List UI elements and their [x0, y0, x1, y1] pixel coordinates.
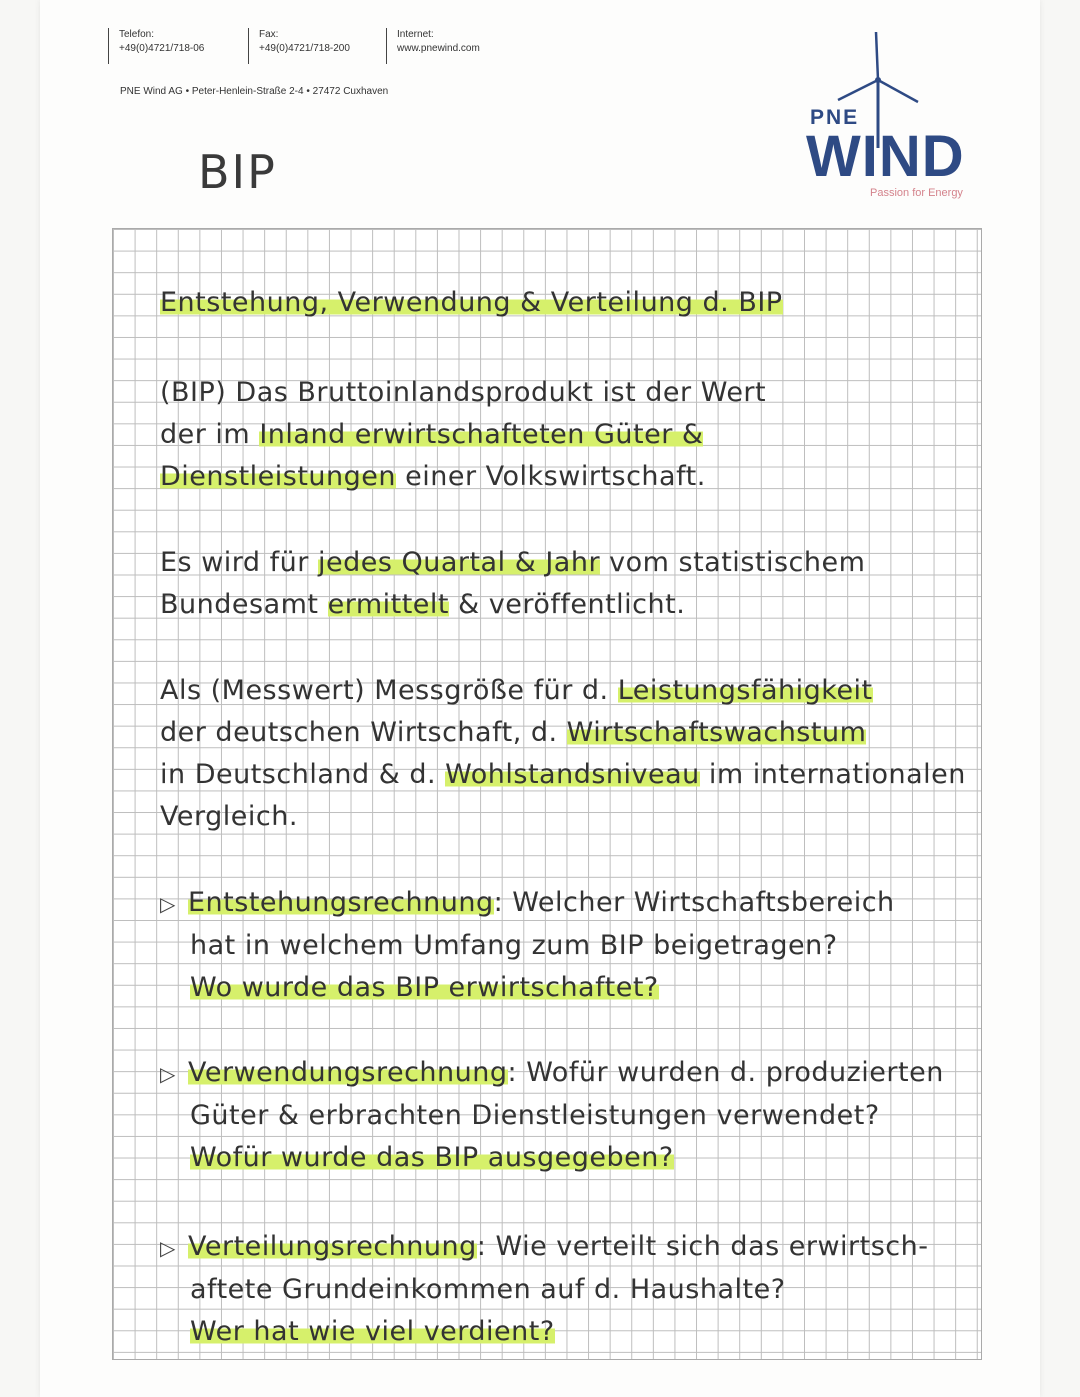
arrow-bullet-icon: ▷: [160, 1061, 176, 1086]
bullet-line-1: ▷ Verwendungsrechnung: Wofür wurden d. produzierten: [160, 1052, 1040, 1095]
heading-text: Entstehung, Verwendung & Verteilung d. BIP: [160, 287, 783, 318]
bullet-summary: Wo wurde das BIP erwirtschaftet?: [190, 971, 659, 1003]
internet-label: Internet:: [397, 29, 434, 40]
purpose-line-1: Als (Messwert) Messgröße für d. Leistungsfähigkeit: [160, 675, 873, 706]
internet-value: www.pnewind.com: [397, 43, 480, 54]
bullet-verteilung: [160, 1226, 1040, 1353]
logo-tagline: Passion for Energy: [870, 187, 963, 199]
arrow-bullet-icon: ▷: [160, 891, 176, 916]
definition-line-3: Dienstleistungen einer Volkswirtschaft.: [160, 461, 706, 492]
internet-block: [386, 28, 480, 64]
phone-label: Telefon:: [119, 29, 155, 40]
phone-block: [108, 28, 204, 64]
fax-value: +49(0)4721/718-200: [259, 43, 350, 54]
bullet-line-1: ▷ Entstehungsrechnung: Welcher Wirtschaftsbereich: [160, 882, 1040, 925]
page-title: BIP: [198, 145, 277, 199]
logo-pne-text: PNE: [810, 106, 860, 129]
note-heading: [160, 282, 1040, 324]
frequency-line-1: Es wird für jedes Quartal & Jahr vom statistischem: [160, 547, 866, 578]
definition-line-1: (BIP) Das Bruttoinlandsprodukt ist der Wert: [160, 377, 767, 408]
phone-value: +49(0)4721/718-06: [119, 43, 205, 54]
bullet-entstehung: [160, 882, 1040, 1009]
pne-wind-logo: [800, 30, 990, 205]
bullet-verwendung: [160, 1052, 1040, 1179]
purpose-line-2: der deutschen Wirtschaft, d. Wirtschaftswachstum: [160, 717, 867, 748]
bullet-line-2: hat in welchem Umfang zum BIP beigetragen?: [190, 929, 838, 961]
bullet-summary: Wofür wurde das BIP ausgegeben?: [190, 1141, 674, 1173]
frequency-paragraph: [160, 542, 1040, 626]
purpose-line-3: in Deutschland & d. Wohlstandsniveau im internationalen: [160, 759, 966, 790]
definition-paragraph: [160, 372, 1040, 498]
fax-block: [248, 28, 350, 64]
arrow-bullet-icon: ▷: [160, 1235, 176, 1260]
fax-label: Fax:: [259, 29, 279, 40]
bullet-line-2: aftete Grundeinkommen auf d. Haushalte?: [190, 1273, 786, 1305]
company-address: PNE Wind AG • Peter-Henlein-Straße 2-4 • 27472 Cuxhaven: [120, 86, 389, 97]
bullet-line-1: ▷ Verteilungsrechnung: Wie verteilt sich das erwirtsch-: [160, 1226, 1040, 1269]
purpose-line-4: Vergleich.: [160, 801, 298, 832]
bullet-summary: Wer hat wie viel verdient?: [190, 1315, 555, 1347]
logo-wind-text: WIND: [806, 124, 965, 189]
purpose-paragraph: [160, 670, 1040, 838]
bullet-line-2: Güter & erbrachten Dienstleistungen verwendet?: [190, 1099, 880, 1131]
frequency-line-2: Bundesamt ermittelt & veröffentlicht.: [160, 589, 686, 620]
definition-line-2: der im Inland erwirtschafteten Güter &: [160, 419, 704, 450]
